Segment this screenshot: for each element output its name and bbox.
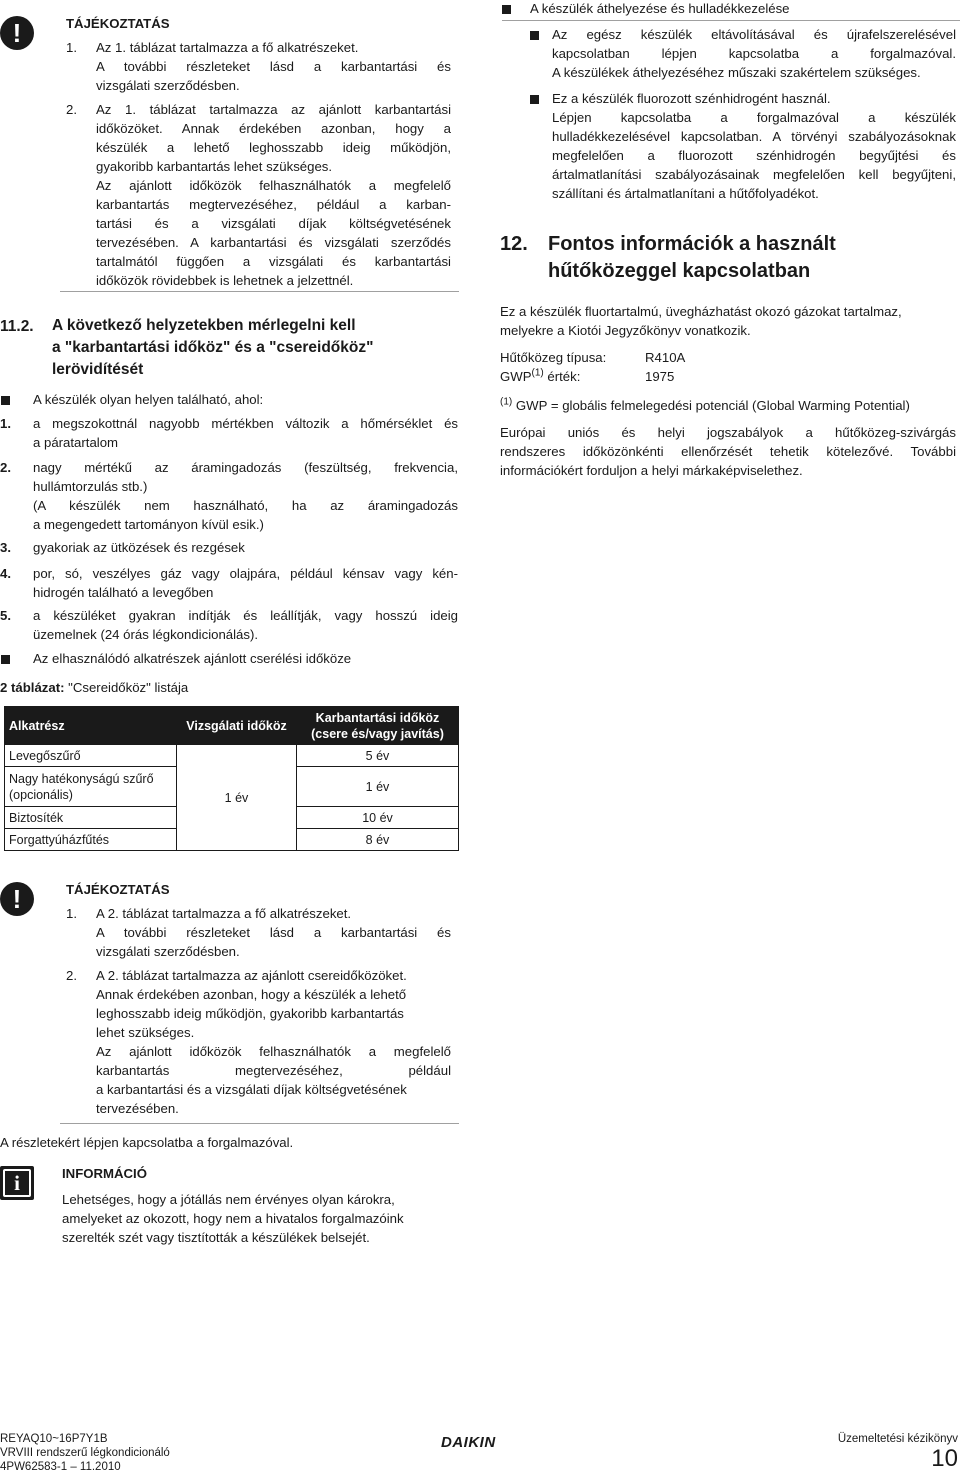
footer-product: VRVIII rendszerű légkondicionáló xyxy=(0,1447,170,1459)
table-cell-maint: 8 év xyxy=(297,829,459,851)
note2-item2: A 2. táblázat tartalmazza az ajánlott csereidőközöket. Annak érdekében azonban, hogy a készülék a lehető leghosszabb ideig működjön, gyakoribb karbantartás lehet szükséges. Az ajánlott időközök felhasználhatók a megfelelő karbantartás megtervezéséhez, például a karbantartási és a vizsgálati díjak költségvetésének tervezésében. xyxy=(96,968,451,1116)
list-item-3: gyakoriak az ütközések és rezgések xyxy=(33,540,245,555)
info-text: Lehetséges, hogy a jótállás nem érvényes olyan károkra, amelyeket az okozott, hogy nem a hivatalos forgalmazóink szerelték szét vagy tisztították a készülékek belsejét. xyxy=(62,1192,404,1245)
footer-doc-number: 4PW62583-1 – 11.2010 xyxy=(0,1461,121,1473)
eu-regulation-text: Európai uniós és helyi jogszabályok a hűtőközeg-szivárgás rendszeres időközönkénti ellenőrzését tehetik kötelezővé. További információkért forduljon a helyi márkaképviselethez. xyxy=(500,425,956,478)
info-title: INFORMÁCIÓ xyxy=(62,1166,147,1181)
bullet-icon xyxy=(530,31,539,40)
footer-manual: Üzemeltetési kézikönyv xyxy=(837,1433,958,1445)
list-num-4: 4. xyxy=(0,566,11,581)
note2-title: TÁJÉKOZTATÁS xyxy=(66,882,170,897)
list-item-5: a készüléket gyakran indítják és leállítják, vagy hosszú ideig üzemelnek (24 órás légkondicionálás). xyxy=(33,608,458,642)
section-number: 12. xyxy=(500,233,528,255)
table-caption: 2 táblázat: "Csereidőköz" listája xyxy=(0,680,189,695)
note1-item2: Az 1. táblázat tartalmazza az ajánlott karbantartási időközöket. Annak érdekében azonban, hogy a készülék a lehető leghosszabb ideig működjön, gyakoribb karbantartás lehet szükséges. Az ajánlott időközök felhasználhatók a megfelelő karbantartás megtervezéséhez, például a karban- tartási és a vizsgálati díjak költségvetésének tervezésében. A karbantartási és vizsgálati szerződés tartalmától függően a vizsgálati és karbantartási időközök rövidebbek is lehetnek a jelzettnél. xyxy=(96,102,451,288)
note1-item1: Az 1. táblázat tartalmazza a fő alkatrészeket. A további részleteket lásd a karbantartási és vizsgálati szerződésben. xyxy=(96,40,451,93)
list-num-5: 5. xyxy=(0,608,11,623)
col-header-maintenance: Karbantartási időköz (csere és/vagy javítás) xyxy=(297,707,459,745)
bullet-replacement: Az elhasználódó alkatrészek ajánlott cserélési időköze xyxy=(33,651,352,666)
note1-item2-num: 2. xyxy=(66,102,77,117)
table-cell-part: Biztosíték xyxy=(5,807,177,829)
list-item-4: por, só, veszélyes gáz vagy olajpára, például kénsav vagy kén- hidrogén található a levegőben xyxy=(33,566,458,600)
bullet-icon xyxy=(502,5,511,14)
refrigerant-intro: Ez a készülék fluortartalmú, üvegházhatást okozó gázokat tartalmaz, melyekre a Kiotói Jegyzőkönyv vonatkozik. xyxy=(500,304,902,338)
refrigerant-value: R410A xyxy=(645,350,686,365)
divider xyxy=(60,291,459,292)
divider xyxy=(502,20,960,21)
list-item-2: nagy mértékű az áramingadozás (feszültség, frekvencia, hullámtorzulás stb.) (A készülék nem használható, ha az áramingadozás a megengedett tartományon kívül esik.) xyxy=(33,460,458,532)
note1-title: TÁJÉKOZTATÁS xyxy=(66,16,170,31)
table-cell-inspection: 1 év xyxy=(177,745,297,851)
table-cell-maint: 10 év xyxy=(297,807,459,829)
warning-icon: ! xyxy=(0,16,34,50)
gwp-label: GWP$^{(1)}$ érték: xyxy=(500,367,581,384)
warning-icon: ! xyxy=(0,882,34,916)
bullet-icon xyxy=(1,396,10,405)
brand-logo: DAIKIN xyxy=(441,1434,496,1451)
relocation-heading: A készülék áthelyezése és hulladékkezelése xyxy=(530,1,790,16)
gwp-footnote: $^{(1)}$ GWP = globális felmelegedési potenciál (Global Warming Potential) xyxy=(500,396,910,413)
table-cell-maint: 5 év xyxy=(297,745,459,767)
bullet-icon xyxy=(1,655,10,664)
list-item-1: a megszokottnál nagyobb mértékben változik a hőmérséklet és a páratartalom xyxy=(33,416,458,450)
note2-item1: A 2. táblázat tartalmazza a fő alkatrészeket. A további részleteket lásd a karbantartási és vizsgálati szerződésben. xyxy=(96,906,451,959)
disposal-text: Ez a készülék fluorozott szénhidrogént használ. Lépjen kapcsolatba a forgalmazóval a készülék hulladékkezelésével kapcsolatban. A törvényi szabályozásoknak megfelelően a fluorozott szénhidrogén begyűjtési és ártalmatlanítási szabályozásainak megfelelően kell begyűjteni, szállítani és ártalmatlanítani a hűtőfolyadékot. xyxy=(552,91,956,201)
replacement-interval-table xyxy=(4,706,459,851)
note2-item2-num: 2. xyxy=(66,968,77,983)
table-cell-part: Nagy hatékonyságú szűrő (opcionális) xyxy=(5,767,177,807)
list-num-3: 3. xyxy=(0,540,11,555)
contact-text: A részletekért lépjen kapcsolatba a forgalmazóval. xyxy=(0,1135,294,1150)
section-title: A következő helyzetekben mérlegelni kell a "karbantartási időköz" és a "csereidőköz" lerövidítését xyxy=(52,317,374,378)
info-icon: i xyxy=(0,1166,34,1200)
section-title: Fontos információk a használt hűtőközeggel kapcsolatban xyxy=(548,233,836,282)
list-num-2: 2. xyxy=(0,460,11,475)
divider xyxy=(60,1123,459,1124)
table-cell-maint: 1 év xyxy=(297,767,459,807)
page-number: 10 xyxy=(931,1445,958,1472)
col-header-inspection: Vizsgálati időköz xyxy=(177,707,297,745)
bullet-location: A készülék olyan helyen található, ahol: xyxy=(33,392,264,407)
refrigerant-label: Hűtőközeg típusa: xyxy=(500,350,607,365)
relocation-text: Az egész készülék eltávolításával és újrafelszerelésével kapcsolatban lépjen kapcsolatba a forgalmazóval. A készülékek áthelyezéséhez műszaki szakértelem szükséges. xyxy=(552,27,956,80)
bullet-icon xyxy=(530,95,539,104)
table-cell-part: Forgattyúházfűtés xyxy=(5,829,177,851)
gwp-value: 1975 xyxy=(645,369,675,384)
list-num-1: 1. xyxy=(0,416,11,431)
footer-model: REYAQ10~16P7Y1B xyxy=(0,1433,108,1445)
note1-item1-num: 1. xyxy=(66,40,77,55)
section-number: 11.2. xyxy=(0,318,34,335)
col-header-part: Alkatrész xyxy=(5,707,177,745)
table-cell-part: Levegőszűrő xyxy=(5,745,177,767)
note2-item1-num: 1. xyxy=(66,906,77,921)
